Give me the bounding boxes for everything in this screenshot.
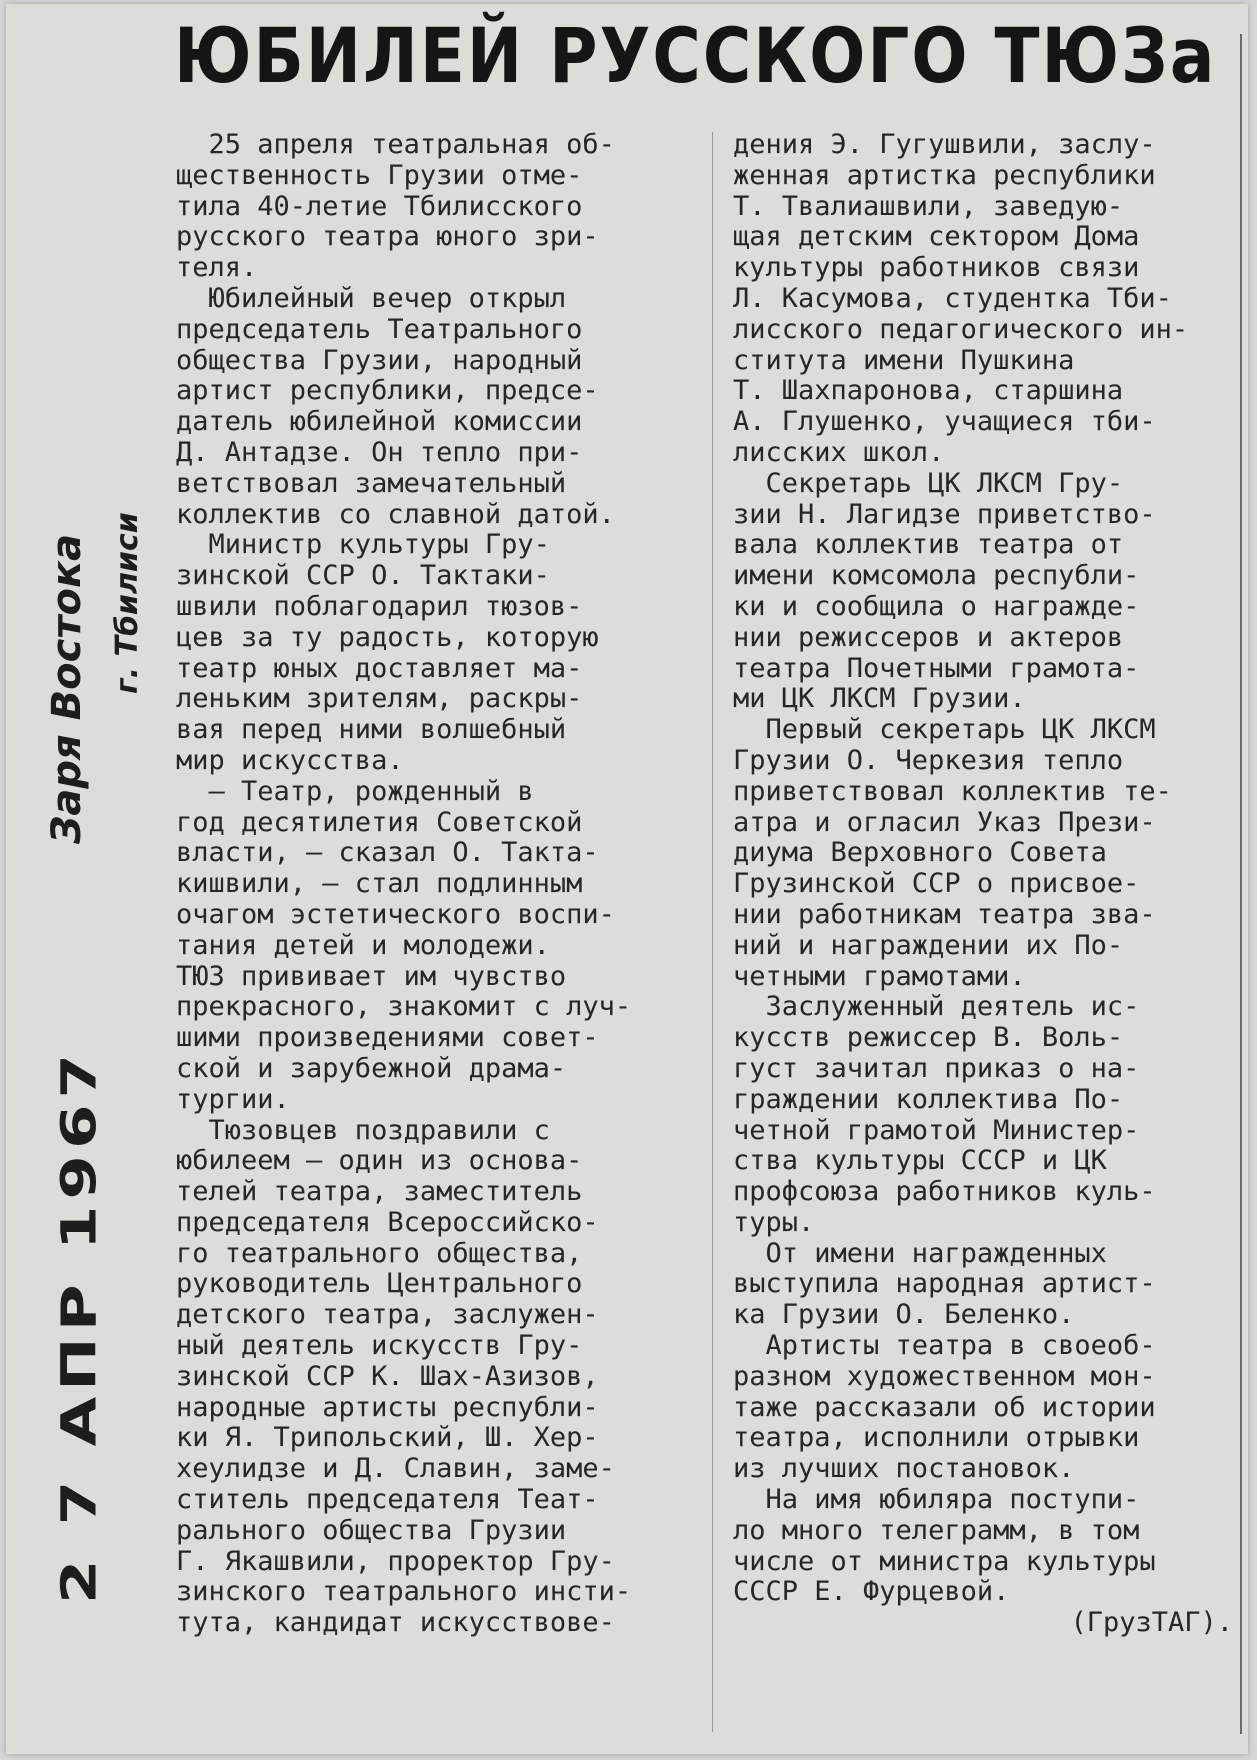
article-line: От имени награжденных — [733, 1237, 1107, 1269]
article-line: — Театр, рожденный в — [176, 775, 534, 807]
article-line: зии Н. Лагидзе приветство- — [733, 498, 1156, 530]
article-line: диума Верховного Совета — [733, 837, 1107, 869]
article-line: народные артисты республи- — [176, 1391, 599, 1423]
article-line: граждении коллектива По- — [733, 1083, 1124, 1115]
article-line: Т. Твалиашвили, заведую- — [733, 190, 1124, 222]
article-line: числе от министра культуры — [733, 1545, 1156, 1577]
article-line: ло много телеграмм, в том — [733, 1514, 1140, 1546]
newspaper-clipping — [6, 4, 1248, 1754]
article-line: общества Грузии, народный — [176, 344, 583, 376]
article-line: хеулидзе и Д. Славин, заме- — [176, 1453, 615, 1485]
article-line: теля. — [176, 252, 258, 284]
article-line: 25 апреля театральная об- — [176, 129, 615, 160]
article-line: из лучших постановок. — [733, 1453, 1075, 1485]
article-line: ститель председателя Теат- — [176, 1484, 599, 1516]
article-line: театра Почетными грамота- — [733, 652, 1140, 684]
article-line: четной грамотой Министер- — [733, 1114, 1140, 1146]
newspaper-name-stamp: Заря Востока — [44, 533, 90, 844]
article-line: зинского театрального инсти- — [176, 1576, 632, 1608]
article-line: мир искусства. — [176, 744, 404, 776]
article-line: имени комсомола республи- — [733, 560, 1140, 592]
article-line: щественность Грузии отме- — [176, 159, 583, 191]
article-line: театр юных доставляет ма- — [176, 652, 583, 684]
article-line: профсоюза работников куль- — [733, 1176, 1156, 1208]
article-line: Заслуженный деятель ис- — [733, 991, 1140, 1023]
article-line: детского театра, заслужен- — [176, 1299, 599, 1331]
article-line: ститута имени Пушкина — [733, 344, 1075, 376]
article-line: датель юбилейной комиссии — [176, 406, 583, 438]
article-line: леньким зрителям, раскры- — [176, 683, 583, 715]
article-line: Грузии О. Черкезия тепло — [733, 744, 1124, 776]
headline: ЮБИЛЕЙ РУССКОГО ТЮЗа — [174, 12, 1217, 101]
article-line: лисского педагогического ин- — [733, 313, 1189, 345]
article-line: тила 40-летие Тбилисского — [176, 190, 583, 222]
article-line: лисских школ. — [733, 436, 945, 468]
article-line: го театрального общества, — [176, 1237, 583, 1269]
article-line: председателя Всероссийско- — [176, 1206, 599, 1238]
article-line: телей театра, заместитель — [176, 1176, 583, 1208]
article-line: На имя юбиляра поступи- — [733, 1484, 1140, 1516]
article-line: ветствовал замечательный — [176, 467, 567, 499]
article-line: туры. — [733, 1206, 815, 1238]
article-line: прекрасного, знакомит с луч- — [176, 991, 632, 1023]
article-line: юбилеем — один из основа- — [176, 1145, 583, 1177]
article-line: ТЮЗ прививает им чувство — [176, 960, 567, 992]
article-line: дения Э. Гугушвили, заслу- — [733, 129, 1156, 160]
article-line: артист республики, предсе- — [176, 375, 599, 407]
article-line: тания детей и молодежи. — [176, 929, 550, 961]
article-column-left — [176, 130, 696, 1639]
article-line: А. Глушенко, учащиеся тби- — [733, 406, 1156, 438]
article-line: очагом эстетического воспи- — [176, 898, 615, 930]
article-line: Тюзовцев поздравили с — [176, 1114, 550, 1146]
article-line: ка Грузии О. Беленко. — [733, 1299, 1075, 1331]
date-stamp: 2 7 АПР 1967 — [52, 1047, 108, 1604]
article-line: ской и зарубежной драма- — [176, 1052, 567, 1084]
column-divider — [712, 132, 713, 1732]
article-line: Первый секретарь ЦК ЛКСМ — [733, 714, 1156, 746]
article-line: русского театра юного зри- — [176, 221, 599, 253]
article-line: ний и награждении их По- — [733, 929, 1124, 961]
article-line: год десятилетия Советской — [176, 806, 583, 838]
article-line: зинской ССР О. Тактаки- — [176, 560, 550, 592]
article-line: нии режиссеров и актеров — [733, 621, 1124, 653]
article-line: щая детским сектором Дома — [733, 221, 1140, 253]
article-line: Г. Якашвили, проректор Гру- — [176, 1545, 615, 1577]
article-line: ки и сообщила о награжде- — [733, 590, 1140, 622]
article-line: Юбилейный вечер открыл — [176, 282, 567, 314]
article-line: шими произведениями совет- — [176, 1022, 599, 1054]
article-line: Л. Касумова, студентка Тби- — [733, 282, 1172, 314]
article-line: нии работникам театра зва- — [733, 898, 1156, 930]
article-line: вала коллектив театра от — [733, 529, 1124, 561]
article-line: Артисты театра в своеоб- — [733, 1330, 1156, 1362]
article-line: вая перед ними волшебный — [176, 714, 567, 746]
article-line: культуры работников связи — [733, 252, 1140, 284]
article-line: кусств режиссер В. Воль- — [733, 1022, 1124, 1054]
article-line: атра и огласил Указ Прези- — [733, 806, 1156, 838]
article-line: театра, исполнили отрывки — [733, 1422, 1140, 1454]
article-line: председатель Театрального — [176, 313, 583, 345]
article-line: Секретарь ЦК ЛКСМ Гру- — [733, 467, 1124, 499]
article-line: руководитель Центрального — [176, 1268, 583, 1300]
article-line: ства культуры СССР и ЦК — [733, 1145, 1107, 1177]
city-stamp: г. Тбилиси — [110, 512, 145, 694]
article-line: коллектив со славной датой. — [176, 498, 615, 530]
article-line: СССР Е. Фурцевой. — [733, 1576, 1010, 1608]
clipping-edge — [1240, 34, 1242, 1734]
article-line: таже рассказали об истории — [733, 1391, 1156, 1423]
article-line: приветствовал коллектив те- — [733, 775, 1172, 807]
article-column-right — [733, 130, 1233, 1639]
article-line: ми ЦК ЛКСМ Грузии. — [733, 683, 1026, 715]
article-line: четными грамотами. — [733, 960, 1026, 992]
article-line: швили поблагодарил тюзов- — [176, 590, 583, 622]
article-line: зинской ССР К. Шах-Азизов, — [176, 1360, 599, 1392]
article-line: женная артистка республики — [733, 159, 1156, 191]
article-line: кишвили, — стал подлинным — [176, 868, 583, 900]
article-line: тургии. — [176, 1083, 290, 1115]
article-line: Т. Шахпаронова, старшина — [733, 375, 1124, 407]
article-line: рального общества Грузии — [176, 1514, 567, 1546]
article-line: выступила народная артист- — [733, 1268, 1156, 1300]
article-line: тута, кандидат искусствове- — [176, 1607, 615, 1639]
article-line: Д. Антадзе. Он тепло при- — [176, 436, 583, 468]
article-line: густ зачитал приказ о на- — [733, 1052, 1140, 1084]
article-line: власти, — сказал О. Такта- — [176, 837, 599, 869]
agency-signature: (ГрузТАГ). — [1070, 1607, 1233, 1639]
article-line: Грузинской ССР о присвое- — [733, 868, 1140, 900]
article-line: Министр культуры Гру- — [176, 529, 550, 561]
article-line: ки Я. Трипольский, Ш. Хер- — [176, 1422, 599, 1454]
article-line: разном художественном мон- — [733, 1360, 1156, 1392]
article-line: цев за ту радость, которую — [176, 621, 599, 653]
article-line: ный деятель искусств Гру- — [176, 1330, 583, 1362]
